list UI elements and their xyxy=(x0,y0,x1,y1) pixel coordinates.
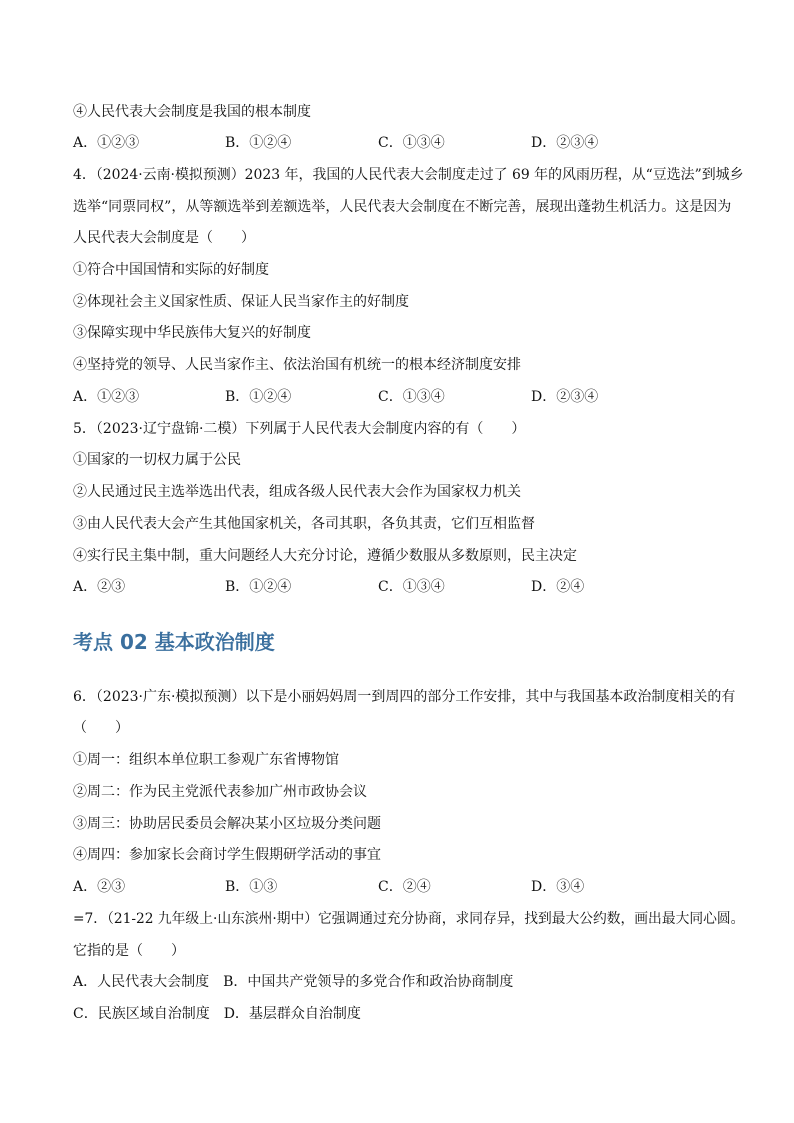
q3-option-b[interactable]: B．①②④ xyxy=(225,135,292,151)
q3-option-d[interactable]: D．②③④ xyxy=(531,135,599,151)
q7-options-line-1[interactable]: A．人民代表大会制度 B．中国共产党领导的多党合作和政治协商制度 xyxy=(73,974,514,990)
q3-option-c[interactable]: C．①③④ xyxy=(378,135,445,151)
q6-option-c[interactable]: C．②④ xyxy=(378,879,431,895)
q7-stem-line-1: =7．（21-22 九年级上·山东滨州·期中）它强调通过充分协商，求同存异，找到最大公约数，画出最大同心圆。 xyxy=(73,911,745,927)
q6-item-2: ②周二：作为民主党派代表参加广州市政协会议 xyxy=(73,784,367,800)
q4-stem-line-2: 选举“同票同权”，从等额选举到差额选举，人民代表大会制度在不断完善，展现出蓬勃生机活力。这是因为 xyxy=(73,199,732,215)
q5-option-c[interactable]: C．①③④ xyxy=(378,579,445,595)
q5-item-3: ③由人民代表大会产生其他国家机关，各司其职，各负其责，它们互相监督 xyxy=(73,516,535,532)
q4-item-4: ④坚持党的领导、人民当家作主、依法治国有机统一的根本经济制度安排 xyxy=(73,357,521,373)
q7-options-line-2[interactable]: C．民族区域自治制度 D．基层群众自治制度 xyxy=(73,1006,361,1022)
q5-item-1: ①国家的一切权力属于公民 xyxy=(73,452,241,468)
q6-stem-line-1: 6．（2023·广东·模拟预测）以下是小丽妈妈周一到周四的部分工作安排，其中与我国基本政治制度相关的有 xyxy=(73,689,736,705)
q5-option-d[interactable]: D．②④ xyxy=(531,579,585,595)
q5-item-4: ④实行民主集中制，重大问题经人大充分讨论，遵循少数服从多数原则，民主决定 xyxy=(73,548,577,564)
q4-item-1: ①符合中国国情和实际的好制度 xyxy=(73,262,269,278)
q4-stem-line-1: 4．（2024·云南·模拟预测）2023 年，我国的人民代表大会制度走过了 69 年的风雨历程，从“豆选法”到城乡 xyxy=(73,167,744,183)
q7-stem-line-2: 它指的是（ ） xyxy=(73,943,185,959)
q6-option-b[interactable]: B．①③ xyxy=(225,879,278,895)
q6-option-d[interactable]: D．③④ xyxy=(531,879,585,895)
q5-option-a[interactable]: A．②③ xyxy=(73,579,126,595)
q4-option-b[interactable]: B．①②④ xyxy=(225,389,292,405)
q4-stem-line-3: 人民代表大会制度是（ ） xyxy=(73,230,255,246)
section-heading: 考点 02 基本政治制度 xyxy=(73,630,275,654)
q4-item-3: ③保障实现中华民族伟大复兴的好制度 xyxy=(73,325,311,341)
q4-option-c[interactable]: C．①③④ xyxy=(378,389,445,405)
q6-option-a[interactable]: A．②③ xyxy=(73,879,126,895)
q5-stem: 5．（2023·辽宁盘锦·二模）下列属于人民代表大会制度内容的有（ ） xyxy=(73,421,526,437)
q5-item-2: ②人民通过民主选举选出代表，组成各级人民代表大会作为国家权力机关 xyxy=(73,484,521,500)
q4-option-a[interactable]: A．①②③ xyxy=(73,389,140,405)
q6-item-3: ③周三：协助居民委员会解决某小区垃圾分类问题 xyxy=(73,816,381,832)
q3-item-4: ④人民代表大会制度是我国的根本制度 xyxy=(73,104,311,120)
q6-item-4: ④周四：参加家长会商讨学生假期研学活动的事宜 xyxy=(73,847,381,863)
q3-option-a[interactable]: A．①②③ xyxy=(73,135,140,151)
q5-option-b[interactable]: B．①②④ xyxy=(225,579,292,595)
q4-option-d[interactable]: D．②③④ xyxy=(531,389,599,405)
q6-stem-line-2: （ ） xyxy=(73,720,129,736)
q4-item-2: ②体现社会主义国家性质、保证人民当家作主的好制度 xyxy=(73,294,409,310)
q6-item-1: ①周一：组织本单位职工参观广东省博物馆 xyxy=(73,752,339,768)
